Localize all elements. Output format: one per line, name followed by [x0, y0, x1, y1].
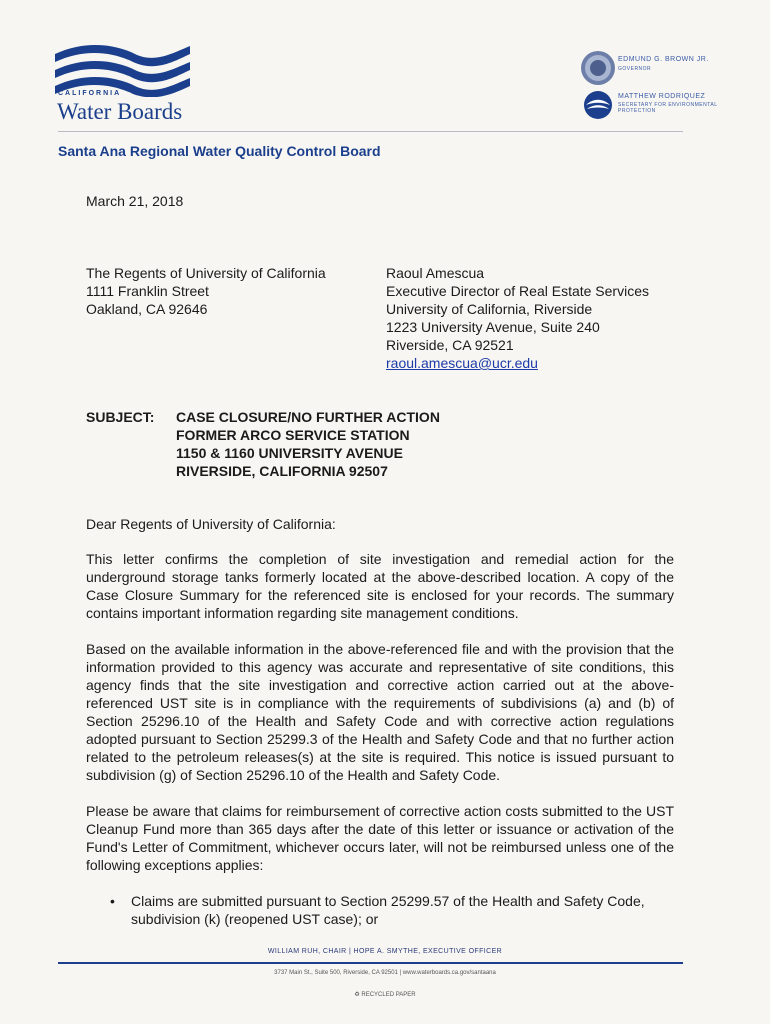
address-line: Executive Director of Real Estate Services [386, 283, 649, 299]
footer-divider [58, 962, 683, 964]
logo-state-label: CALIFORNIA [58, 90, 122, 97]
subject-line: CASE CLOSURE/NO FURTHER ACTION [176, 409, 440, 425]
address-line: 1223 University Avenue, Suite 240 [386, 319, 600, 335]
bullet-item-1: Claims are submitted pursuant to Section 25299.57 of the Health and Safety Code, subdivision (k) (reopened UST case); or [131, 893, 645, 927]
address-line: 1111 Franklin Street [86, 283, 209, 299]
footer-address: 3737 Main St., Suite 500, Riverside, CA 92501 | www.waterboards.ca.gov/santaana [274, 970, 496, 976]
salutation: Dear Regents of University of California: [86, 516, 336, 532]
address-line: Riverside, CA 92521 [386, 337, 514, 353]
governor-name: EDMUND G. BROWN JR. [618, 56, 709, 63]
letter-date: March 21, 2018 [86, 193, 184, 209]
recipient-address-left [86, 264, 326, 318]
address-line: University of California, Riverside [386, 301, 593, 317]
subject-line: 1150 & 1160 UNIVERSITY AVENUE [176, 445, 403, 461]
recycled-paper-note [0, 991, 770, 998]
governor-title: GOVERNOR [618, 66, 652, 72]
board-name: Santa Ana Regional Water Quality Control Board [58, 143, 381, 159]
subject-lines [176, 408, 440, 480]
footer-officers: WILLIAM RUH, CHAIR | HOPE A. SMYTHE, EXECUTIVE OFFICER [267, 948, 503, 955]
subject-line: RIVERSIDE, CALIFORNIA 92507 [176, 463, 388, 479]
recipient-address-right [386, 264, 649, 372]
address-line: Raoul Amescua [386, 265, 485, 281]
water-boards-logo-waves [55, 42, 190, 97]
bullet-icon: • [110, 893, 115, 909]
secretary-name: MATTHEW RODRIQUEZ [618, 93, 706, 100]
secretary-title: SECRETARY FOR ENVIRONMENTAL PROTECTION [618, 102, 718, 114]
calepa-logo-icon [583, 90, 613, 120]
subject-line: FORMER ARCO SERVICE STATION [176, 427, 410, 443]
paragraph-3: Please be aware that claims for reimbursement of corrective action costs submitted to the UST Cleanup Fund more than 365 days after the date of this letter or issuance or activation of the Fund's Letter of Commitment, whichever occurs later, will not be reimbursed unless one of the following exceptions applies: [86, 803, 674, 873]
paragraph-2: Based on the available information in the above-referenced file and with the provision that the information provided to this agency was accurate and representative of site conditions, this agency finds that the site investigation and corrective action carried out at the above-referenced UST site is in compliance with the requirements of subdivisions (a) and (b) of Section 25296.10 of the Health and Safety Code and with corrective action regulations adopted pursuant to Section 25299.3 of the Health and Safety Code and that no further action related to the petroleum releases(s) at the site is required. This notice is issued pursuant to subdivision (g) of Section 25296.10 of the Health and Safety Code. [86, 641, 674, 783]
address-line: Oakland, CA 92646 [86, 301, 208, 317]
state-seal-icon [580, 50, 616, 86]
logo-agency-title: Water Boards [57, 99, 183, 124]
recipient-email-link[interactable]: raoul.amescua@ucr.edu [386, 355, 538, 371]
address-line: The Regents of University of California [86, 265, 326, 281]
recycle-icon: ♻ [354, 992, 362, 998]
subject-label: SUBJECT: [86, 409, 155, 425]
paragraph-1: This letter confirms the completion of site investigation and remedial action for the underground storage tanks formerly located at the above-described location. A copy of the Case Closure Summary for the referenced site is enclosed for your records. The summary contains important information regarding site management conditions. [86, 551, 674, 621]
recycled-label: RECYCLED PAPER [361, 992, 416, 998]
header-divider [58, 131, 683, 132]
